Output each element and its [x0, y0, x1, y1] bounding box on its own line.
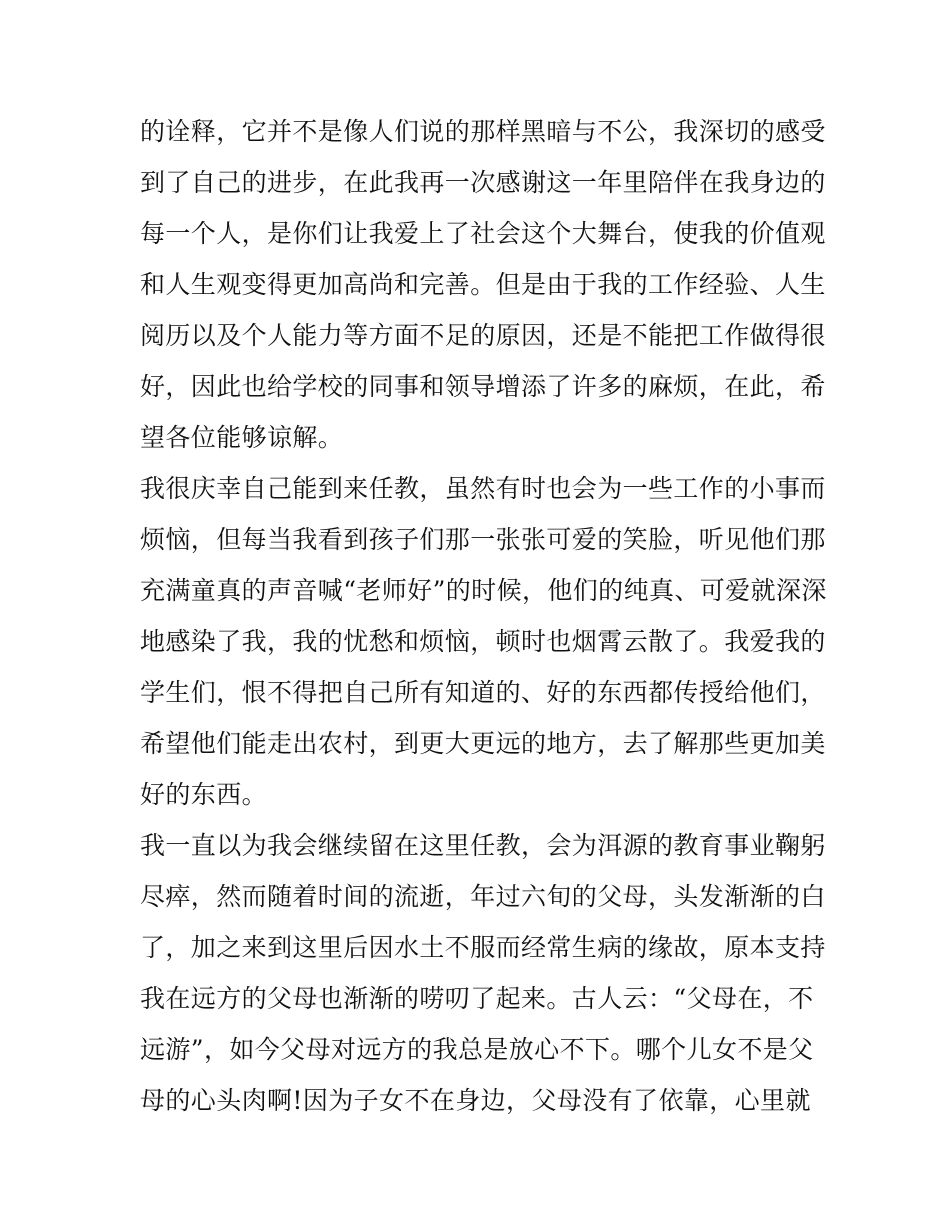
text-line: 我一直以为我会继续留在这里任教，会为洱源的教育事业鞠躬 — [140, 831, 826, 860]
document-body — [140, 106, 827, 1126]
text-line: 我很庆幸自己能到来任教，虽然有时也会为一些工作的小事而 — [140, 474, 826, 503]
text-line: 了，加之来到这里后因水土不服而经常生病的缘故，原本支持 — [140, 933, 826, 962]
text-line: 阅历以及个人能力等方面不足的原因，还是不能把工作做得很 — [140, 321, 826, 350]
text-line: 地感染了我，我的忧愁和烦恼，顿时也烟霄云散了。我爱我的 — [140, 627, 826, 656]
text-line: 的诠释，它并不是像人们说的那样黑暗与不公，我深切的感受 — [140, 117, 826, 146]
text-line: 充满童真的声音喊“老师好”的时候，他们的纯真、可爱就深深 — [140, 576, 827, 605]
text-line: 和人生观变得更加高尚和完善。但是由于我的工作经验、人生 — [140, 270, 826, 299]
text-line: 希望他们能走出农村，到更大更远的地方，去了解那些更加美 — [140, 729, 826, 758]
text-line: 尽瘁，然而随着时间的流逝，年过六旬的父母，头发渐渐的白 — [140, 882, 826, 911]
text-line: 我在远方的父母也渐渐的唠叨了起来。古人云：“父母在，不 — [140, 984, 814, 1013]
text-line: 远游”，如今父母对远方的我总是放心不下。哪个儿女不是父 — [140, 1035, 814, 1064]
text-line: 每一个人，是你们让我爱上了社会这个大舞台，使我的价值观 — [140, 219, 826, 248]
text-line: 母的心头肉啊!因为子女不在身边，父母没有了依靠，心里就 — [140, 1086, 811, 1115]
text-line: 到了自己的进步，在此我再一次感谢这一年里陪伴在我身边的 — [140, 168, 826, 197]
text-line: 望各位能够谅解。 — [140, 423, 344, 452]
text-line: 烦恼，但每当我看到孩子们那一张张可爱的笑脸，听见他们那 — [140, 525, 826, 554]
text-line: 好的东西。 — [140, 780, 268, 809]
text-line: 好，因此也给学校的同事和领导增添了许多的麻烦，在此，希 — [140, 372, 826, 401]
text-line: 学生们，恨不得把自己所有知道的、好的东西都传授给他们， — [140, 678, 826, 707]
